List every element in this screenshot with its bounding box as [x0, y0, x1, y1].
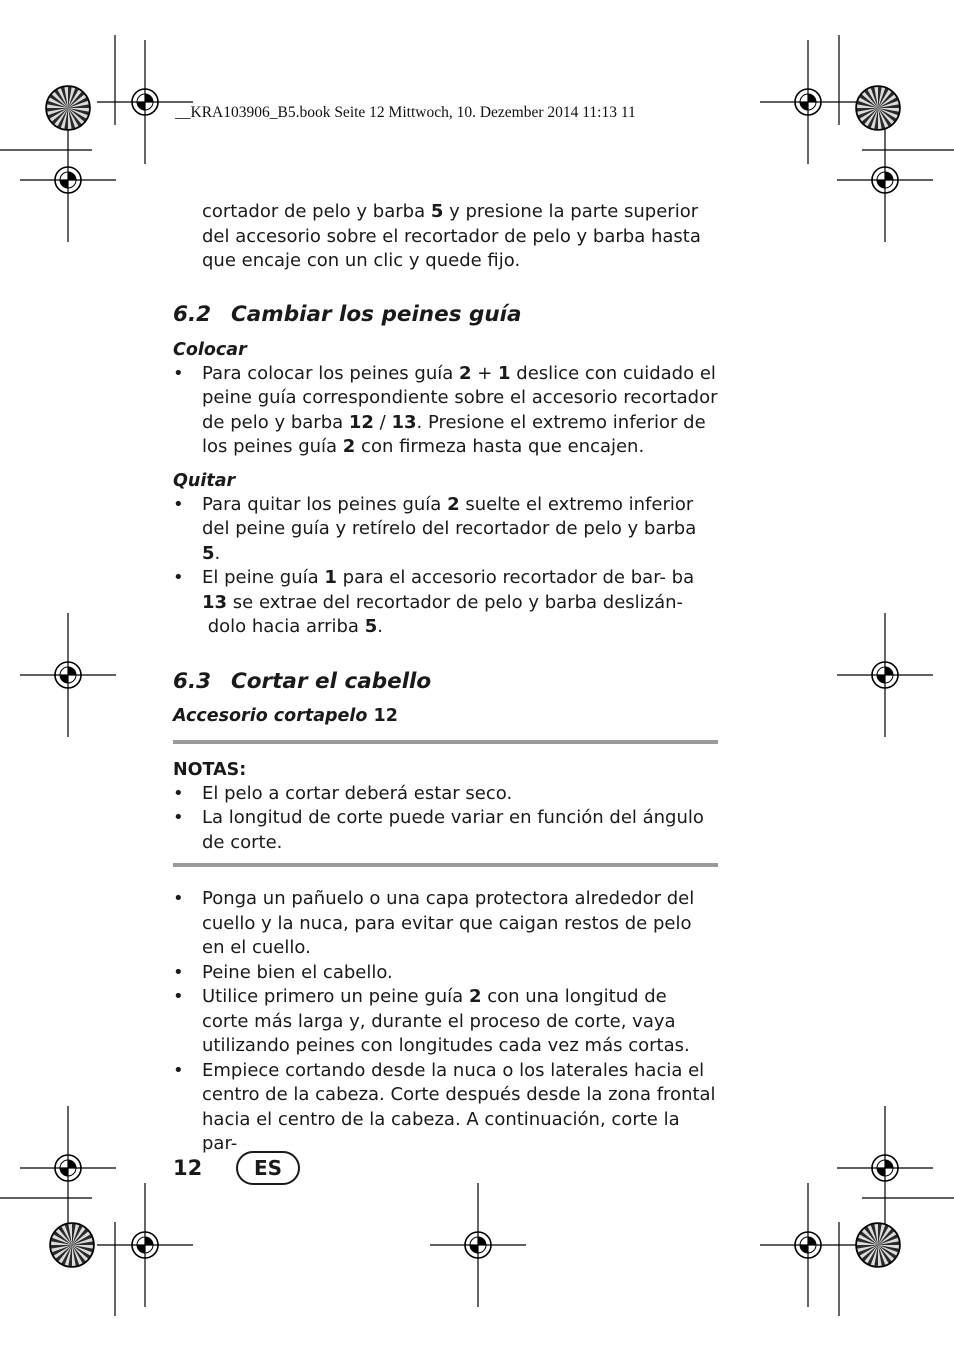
registration-mark [20, 613, 116, 737]
registration-mark [20, 118, 116, 242]
language-badge: ES [236, 1151, 300, 1185]
quitar-heading: Quitar [173, 470, 236, 491]
section-6-2-heading: 6.2 Cambiar los peines guía [173, 301, 522, 327]
accesorio-heading: Accesorio cortapelo 12 [173, 705, 398, 726]
notes-item: • La longitud de corte puede variar en función del ángulo de corte. [173, 806, 718, 855]
colocar-heading: Colocar [173, 339, 247, 360]
notes-title: NOTAS: [173, 759, 247, 780]
notes-item: • El pelo a cortar deberá estar seco. [173, 782, 718, 807]
list-item: • Ponga un pañuelo o una capa protectora alrededor del cuello y la nuca, para evitar que caigan restos de pelo en el cuello. [173, 887, 718, 961]
star-target-mark [856, 86, 900, 130]
registration-mark [837, 118, 933, 242]
quitar-list [173, 493, 718, 640]
list-item: • Para colocar los peines guía 2 + 1 deslice con cuidado el peine guía correspondiente sobre el accesorio recortador de pelo y barba 12 / 13. Presione el extremo inferior de los peines guía 2 con firmeza hasta que encajen. [173, 362, 718, 460]
print-header: __KRA103906_B5.book Seite 12 Mittwoch, 10. Dezember 2014 11:13 11 [175, 104, 636, 121]
list-item: • Utilice primero un peine guía 2 con una longitud de corte más larga y, durante el proceso de corte, vaya utilizando peines con longitudes cada vez más cortas. [173, 985, 718, 1059]
list-item: • Para quitar los peines guía 2 suelte el extremo inferior del peine guía y retírelo del recortador de pelo y barba 5. [173, 493, 718, 567]
list-item: • El peine guía 1 para el accesorio recortador de bar- ba 13 se extrae del recortador de pelo y barba deslizán- dolo hacia arriba 5. [173, 566, 718, 640]
page-footer [173, 1150, 300, 1186]
star-target-mark [856, 1223, 900, 1267]
registration-mark [430, 1183, 526, 1307]
registration-mark [760, 40, 856, 164]
notes-list [173, 782, 718, 856]
star-target-mark [50, 1223, 94, 1267]
colocar-list [173, 362, 718, 460]
cutting-steps-list [173, 887, 718, 1157]
page-content [173, 200, 718, 1157]
page-number: 12 [173, 1156, 203, 1180]
registration-mark [20, 1106, 116, 1230]
registration-mark [97, 1183, 193, 1307]
registration-mark [97, 40, 193, 164]
registration-mark [760, 1183, 856, 1307]
section-6-3-heading: 6.3 Cortar el cabello [173, 668, 432, 694]
registration-mark [837, 1106, 933, 1230]
registration-mark [837, 613, 933, 737]
star-target-mark [46, 86, 90, 130]
list-item: • Empiece cortando desde la nuca o los laterales hacia el centro de la cabeza. Corte después desde la zona frontal hacia el centro de la cabeza. A continuación, corte la par- [173, 1059, 718, 1157]
list-item: • Peine bien el cabello. [173, 961, 718, 986]
intro-paragraph: cortador de pelo y barba 5 y presione la parte superior del accesorio sobre el recortador de pelo y barba hasta que encaje con un clic y quede fijo. [202, 201, 701, 271]
